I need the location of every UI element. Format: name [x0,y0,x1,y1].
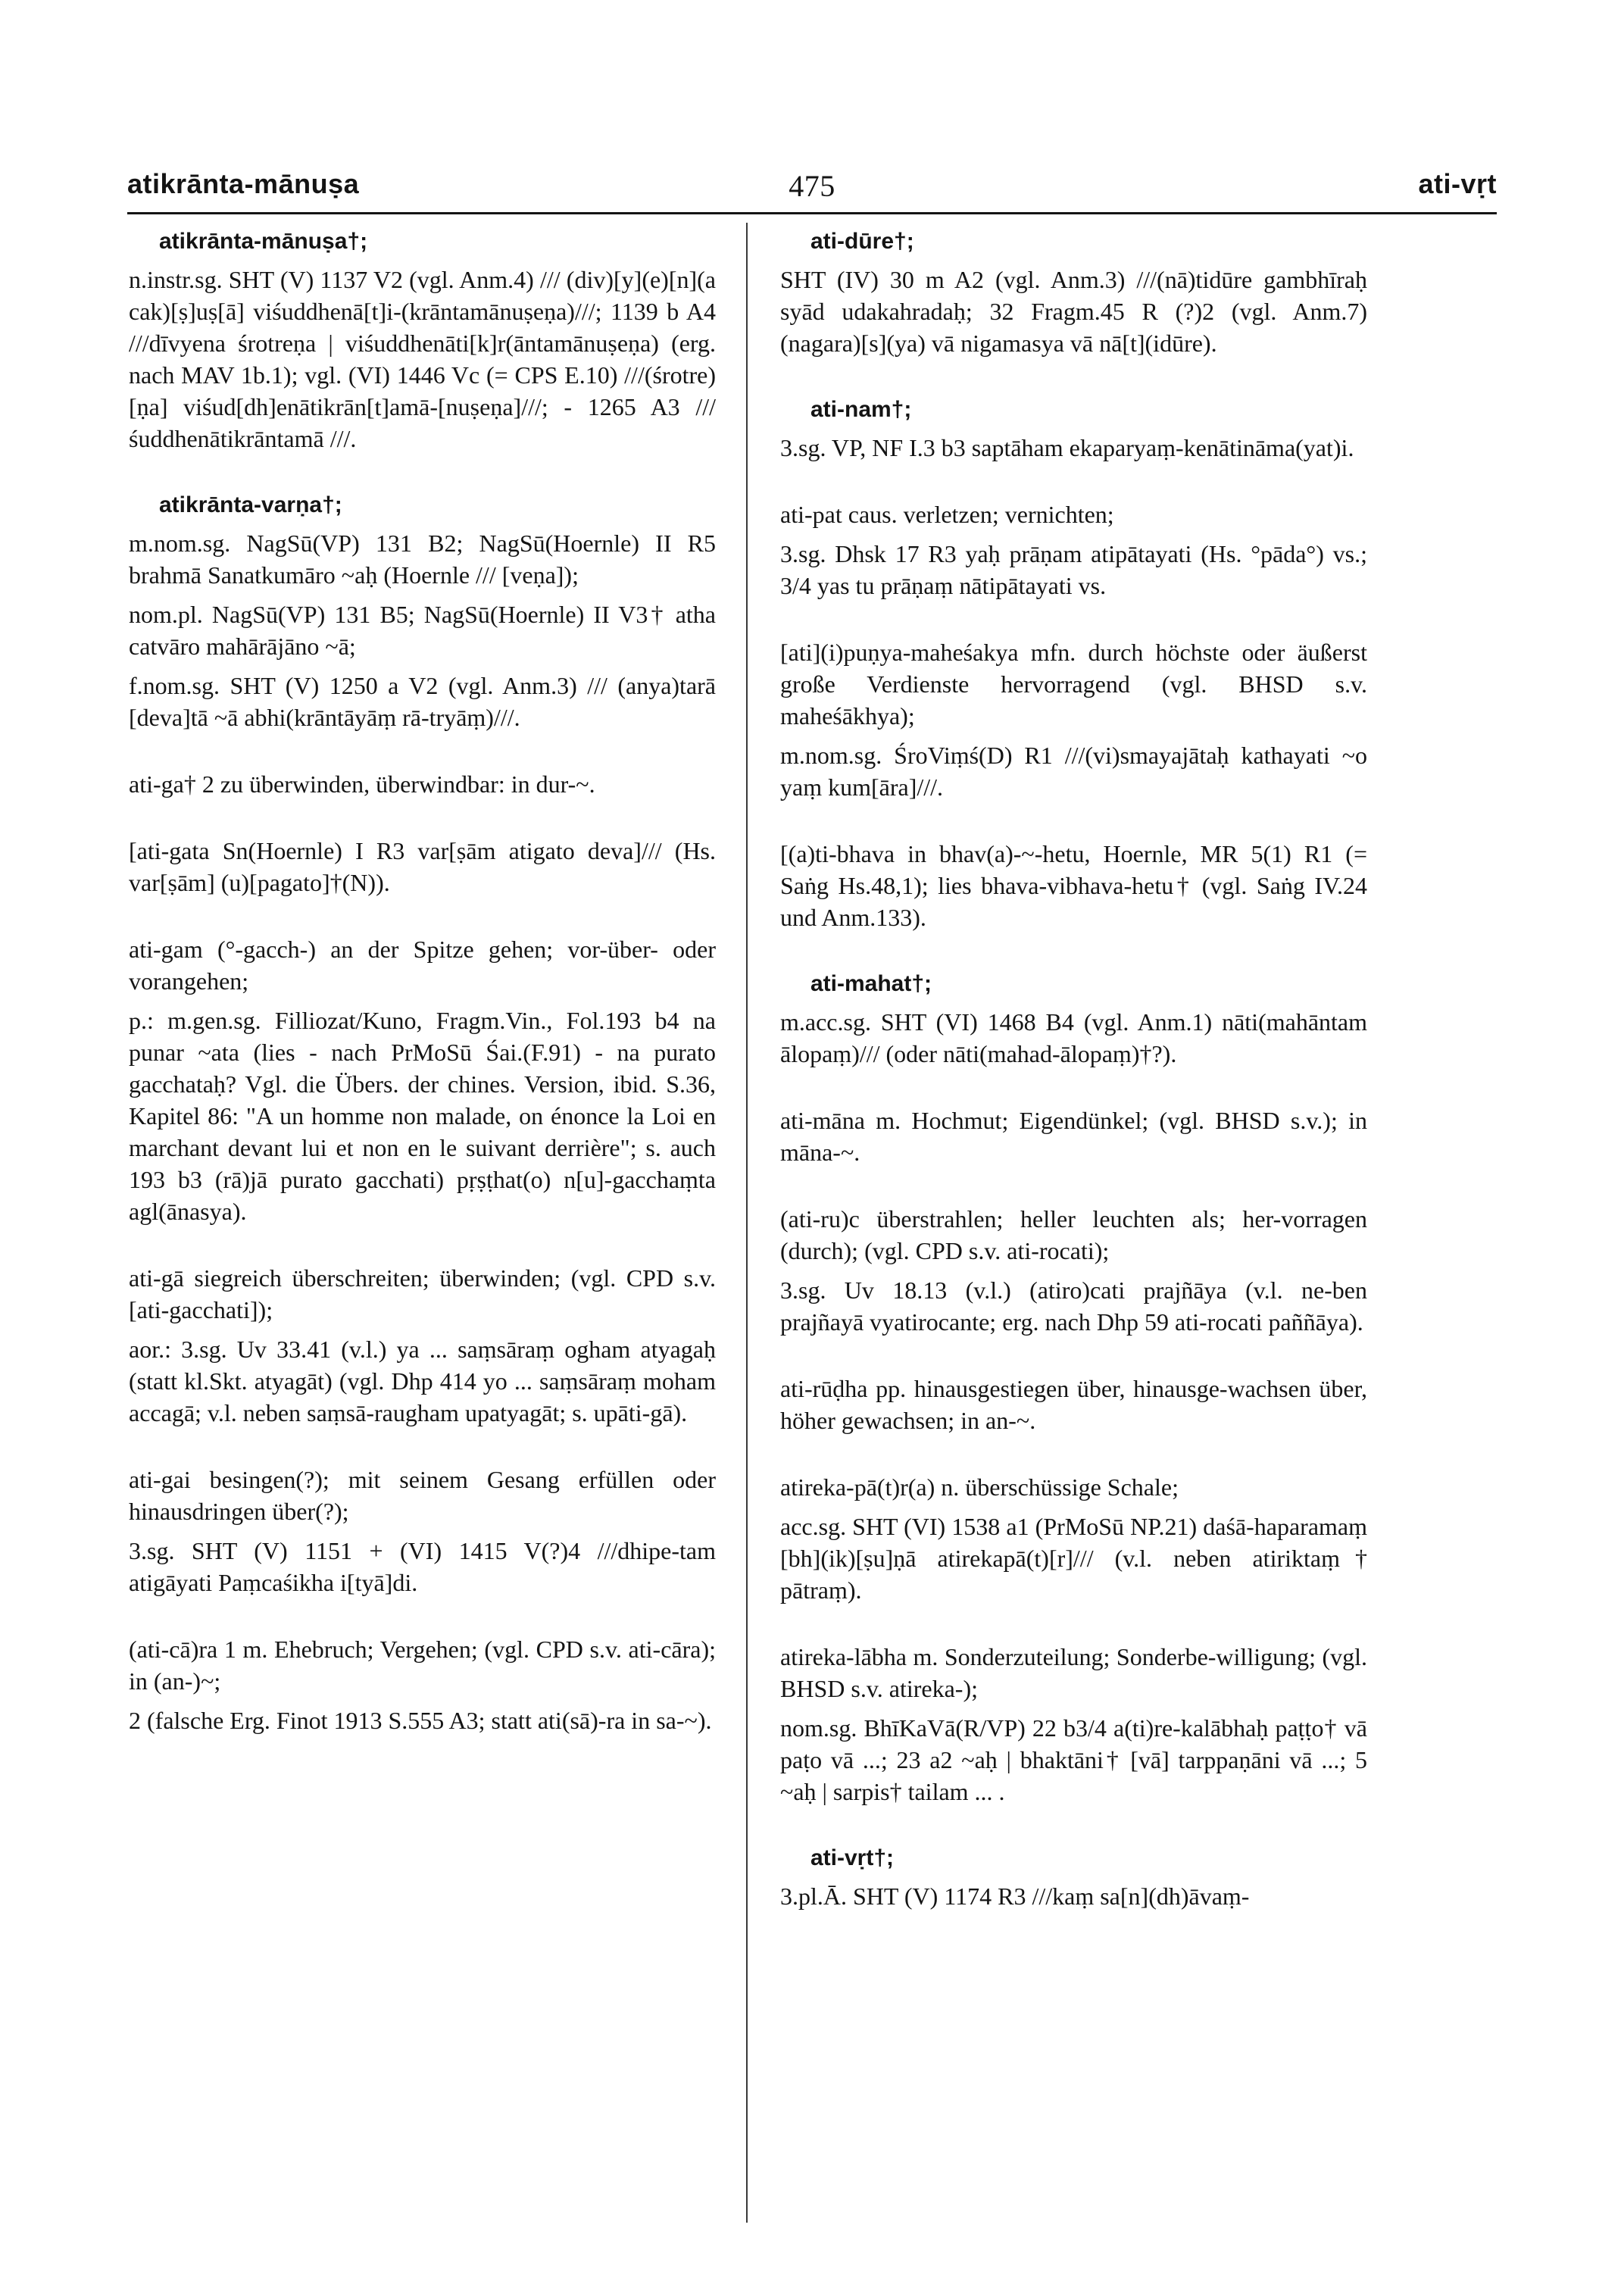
entry-text: atireka-pā(t)r(a) n. überschüssige Schale; [780,1473,1179,1501]
entry-text: m.acc.sg. SHT (VI) 1468 B4 (vgl. Anm.1) nāti(mahāntam ālopaṃ)/// (oder nāti(mahad-ālopaṃ)†?). [780,1008,1367,1067]
entry-text: nom.sg. BhīKaVā(R/VP) 22 b3/4 a(ti)re-kalābhaḥ paṭṭo† vā paṭo vā ...; 23 a2 ~aḥ | bhaktāni† [vā] tarppaṇāni vā ...; 5 ~aḥ | sarpis† tailam ... . [780,1714,1367,1805]
dictionary-entry [129,768,716,800]
dictionary-entry [129,1633,716,1736]
dictionary-entry [780,968,1367,1070]
entry-text: ati-gai besingen(?); mit seinem Gesang erfüllen oder hinausdringen über(?); [129,1466,716,1525]
dictionary-entry [129,835,716,898]
entry-text: 3.sg. Uv 18.13 (v.l.) (atiro)cati prajñāya (v.l. ne-ben prajñayā vyatirocante; erg. nach Dhp 59 ati-rocati paññāya). [780,1276,1367,1336]
dictionary-entry [780,838,1367,933]
header-rule [127,212,1497,214]
running-head-right: ati-vṛt [1418,168,1497,199]
entry-text: 2 (falsche Erg. Finot 1913 S.555 A3; statt ati(sā)-ra in sa-~). [129,1707,712,1734]
entry-text: 3.sg. SHT (V) 1151 + (VI) 1415 V(?)4 ///dhipe-tam atigāyati Paṃcaśikha i[tyā]di. [129,1537,716,1596]
column-divider [746,223,748,2223]
dictionary-entry [780,1105,1367,1168]
entry-text: ati-pat caus. verletzen; vernichten; [780,501,1114,528]
page-number: 475 [789,169,835,203]
entry-text: [ati-gata Sn(Hoernle) I R3 var[ṣām atigato deva]/// (Hs. var[ṣām] (u)[pagato]†(N)). [129,837,716,896]
entry-lemma: ati-nam†; [810,397,912,422]
entry-text: ati-gā siegreich überschreiten; überwinden; (vgl. CPD s.v. [ati-gacchati]); [129,1264,716,1323]
right-column [780,226,1367,1947]
entry-text: n.instr.sg. SHT (V) 1137 V2 (vgl. Anm.4) /// (div)[y](e)[n](a cak)[ṣ]uṣ[ā] viśuddhenā[t]i-(krāntamānuṣeṇa)///; 1139 b A4 ///dīvyena śrotreṇa | viśuddhenāti[k]r(āntamānuṣeṇa) (erg. nach MAV 1b.1); vgl. (VI) 1446 Vc (= CPS E.10) ///(śrotre)[ṇa] viśud[dh]enātikrān[t]amā-[nuṣeṇa]///; - 1265 A3 ///śuddhenātikrāntamā ///. [129,266,716,452]
entry-text: (ati-cā)ra 1 m. Ehebruch; Vergehen; (vgl. CPD s.v. ati-cāra); in (an-)~; [129,1636,716,1695]
left-column [129,226,716,1771]
entry-text: ati-gam (°-gacch-) an der Spitze gehen; vor-über- oder vorangehen; [129,936,716,995]
dictionary-entry [129,933,716,1227]
entry-text: ati-māna m. Hochmut; Eigendünkel; (vgl. BHSD s.v.); in māna-~. [780,1107,1367,1166]
entry-text: [ati](i)puṇya-maheśakya mfn. durch höchste oder äußerst große Verdienste hervorragend (vgl. BHSD s.v. maheśākhya); [780,639,1367,730]
dictionary-entry [129,1262,716,1429]
entry-text: 3.sg. VP, NF I.3 b3 saptāham ekaparyaṃ-kenātināma(yat)i. [780,434,1354,461]
dictionary-entry [780,1203,1367,1338]
dictionary-entry [780,636,1367,803]
dictionary-entry [780,1471,1367,1606]
entry-text: (ati-ru)c überstrahlen; heller leuchten als; her-vorragen (durch); (vgl. CPD s.v. ati-rocati); [780,1205,1367,1264]
entry-text: f.nom.sg. SHT (V) 1250 a V2 (vgl. Anm.3) /// (anya)tarā [deva]tā ~ā abhi(krāntāyāṃ rā-tryāṃ)///. [129,672,716,731]
entry-text: p.: m.gen.sg. Filliozat/Kuno, Fragm.Vin., Fol.193 b4 na punar ~ata (lies - nach PrMoSū Śai.(F.91) - na purato gacchataḥ? Vgl. die Übers. der chines. Version, ibid. S.36, Kapitel 86: "A un homme non malade, on énonce la Loi en marchant devant lui et non en le suivant derrière"; s. auch 193 b3 (rā)jā purato gacchati) pṛṣṭhat(o) n[u]-gacchaṃta agl(ānasya). [129,1007,716,1225]
entry-text: m.nom.sg. NagSū(VP) 131 B2; NagSū(Hoernle) II R5 brahmā Sanatkumāro ~aḥ (Hoernle /// [veṇa]); [129,530,716,589]
entry-lemma: ati-mahat†; [810,971,932,996]
dictionary-entry [780,1641,1367,1808]
dictionary-entry [780,226,1367,359]
dictionary-entry [780,1842,1367,1912]
entry-text: SHT (IV) 30 m A2 (vgl. Anm.3) ///(nā)tidūre gambhīraḥ syād udakahradaḥ; 32 Fragm.45 R (?)2 (vgl. Anm.7) (nagara)[s](ya) vā nigamasya vā nā[t](idūre). [780,266,1367,357]
entry-lemma: ati-vṛt†; [810,1845,895,1870]
entry-text: [(a)ti-bhava in bhav(a)-~-hetu, Hoernle, MR 5(1) R1 (= Saṅg Hs.48,1); lies bhava-vibhava-hetu† (vgl. Saṅg IV.24 und Anm.133). [780,840,1367,931]
entry-text: 3.pl.Ā. SHT (V) 1174 R3 ///kaṃ sa[n](dh)āvaṃ- [780,1883,1250,1910]
entry-text: 3.sg. Dhsk 17 R3 yaḥ prāṇam atipātayati (Hs. °pāda°) vs.; 3/4 yas tu prāṇaṃ nātipātayati vs. [780,540,1367,599]
dictionary-entry [129,226,716,455]
entry-text: ati-rūḍha pp. hinausgestiegen über, hinausge-wachsen über, höher gewachsen; in an-~. [780,1375,1367,1434]
entry-text: atireka-lābha m. Sonderzuteilung; Sonderbe-willigung; (vgl. BHSD s.v. atireka-); [780,1643,1367,1702]
entry-text: ati-ga† 2 zu überwinden, überwindbar: in dur-~. [129,770,595,798]
entry-text: m.nom.sg. ŚroViṃś(D) R1 ///(vi)smayajātaḥ kathayati ~o yaṃ kum[āra]///. [780,742,1367,801]
entry-lemma: atikrānta-varṇa†; [159,492,342,517]
entry-text: aor.: 3.sg. Uv 33.41 (v.l.) ya ... saṃsāraṃ ogham atyagaḥ (statt kl.Skt. atyagāt) (vgl. Dhp 414 yo ... saṃsāraṃ moham accagā; v.l. neben saṃsā-raugham upatyagāt; s. upāti-gā). [129,1336,716,1426]
dictionary-entry [780,498,1367,601]
entry-lemma: ati-dūre†; [810,229,914,254]
dictionary-entry [780,1373,1367,1436]
dictionary-entry [780,394,1367,464]
entry-text: nom.pl. NagSū(VP) 131 B5; NagSū(Hoernle) II V3† atha catvāro mahārājāno ~ā; [129,601,716,660]
entry-lemma: atikrānta-mānuṣa†; [159,229,368,254]
running-head-left: atikrānta-mānuṣa [127,168,360,199]
dictionary-entry [129,489,716,733]
entry-text: acc.sg. SHT (VI) 1538 a1 (PrMoSū NP.21) daśā-haparamaṃ [bh](ik)[ṣu]ṇā atirekapā(t)[r]/// (v.l. neben atiriktaṃ† pātraṃ). [780,1513,1367,1604]
dictionary-entry [129,1464,716,1598]
